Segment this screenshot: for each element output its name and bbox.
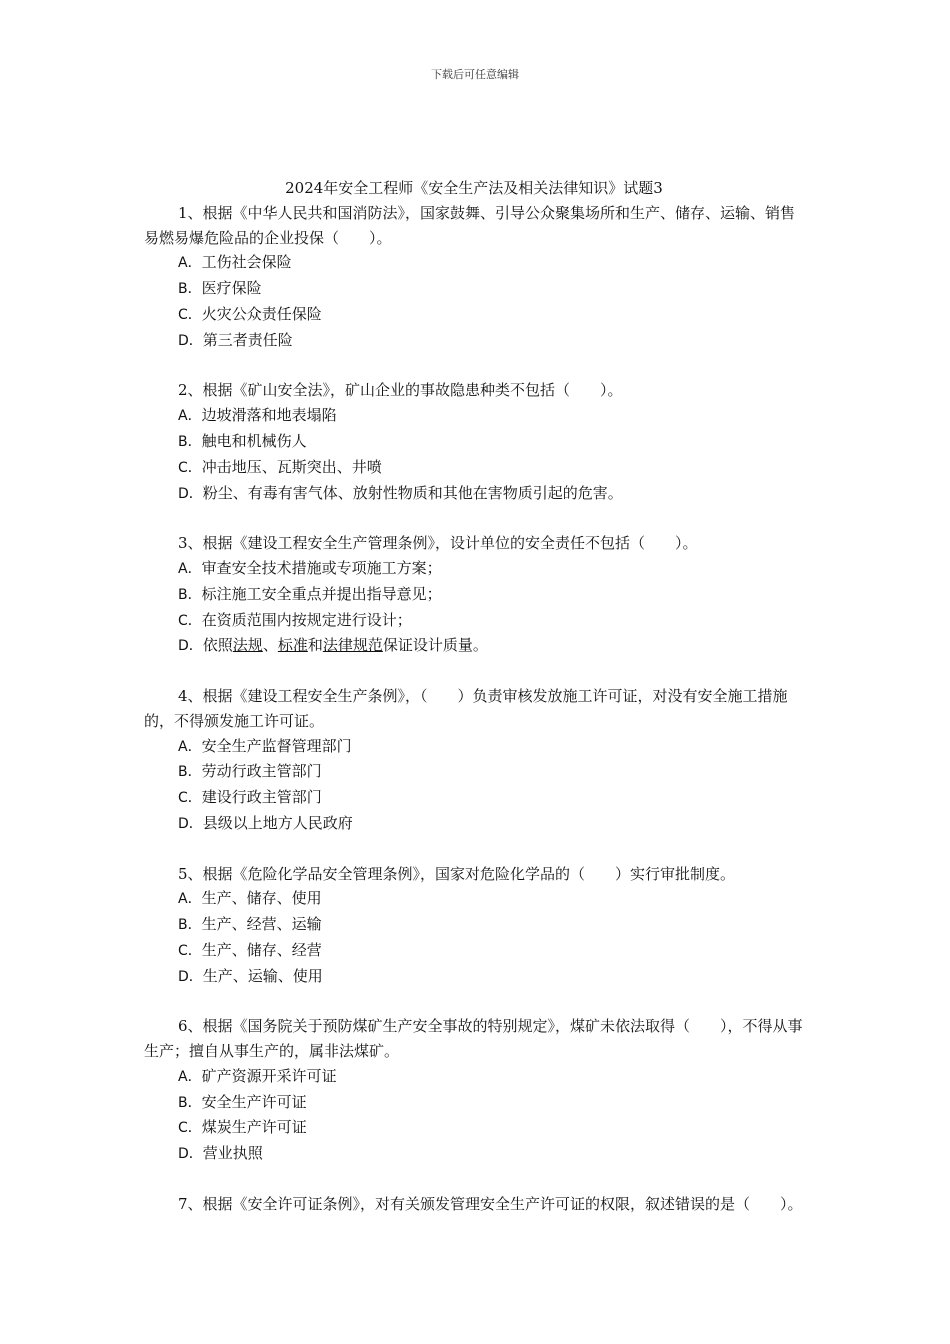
- option-d: [144, 1141, 804, 1167]
- option-text: 营业执照: [202, 1144, 263, 1163]
- option-a: [144, 403, 804, 429]
- option-letter: A．: [178, 408, 202, 425]
- option-text: 生产、运输、使用: [202, 966, 323, 985]
- option-b: [144, 276, 804, 302]
- question-text: 1、根据《中华人民共和国消防法》，国家鼓舞、引导公众聚集场所和生产、储存、运输、销售易燃易爆危险品的企业投保（ ）。: [144, 203, 796, 247]
- option-letter: D．: [178, 815, 203, 832]
- question-2: [144, 378, 804, 506]
- option-text: 煤炭生产许可证: [201, 1118, 307, 1137]
- option-text-part: 依照: [202, 636, 233, 655]
- option-b: [144, 1090, 804, 1116]
- option-letter: C．: [178, 1120, 202, 1137]
- option-c: [144, 455, 804, 481]
- option-text: 审查安全技术措施或专项施工方案；: [201, 558, 442, 577]
- option-d: [144, 481, 804, 507]
- document-title: 2024年安全工程师《安全生产法及相关法律知识》试题3: [285, 179, 663, 197]
- option-text: 火灾公众责任保险: [201, 304, 322, 323]
- option-text: 工伤社会保险: [201, 253, 292, 272]
- option-a: [144, 886, 804, 912]
- option-text: 在资质范围内按规定进行设计；: [201, 610, 412, 629]
- option-text: 边坡滑落和地表塌陷: [201, 406, 337, 425]
- question-6: [144, 1014, 804, 1167]
- question-text: 4、根据《建设工程安全生产条例》，（ ）负责审核发放施工许可证，对没有安全施工措施的，不得颁发施工许可证。: [144, 686, 788, 730]
- option-letter: C．: [178, 790, 202, 807]
- page-header: 下载后可任意编辑: [431, 68, 519, 81]
- option-letter: B．: [178, 764, 202, 781]
- option-text: 生产、经营、运输: [201, 915, 322, 934]
- option-b: [144, 429, 804, 455]
- option-c: [144, 302, 804, 328]
- option-text: 触电和机械伤人: [201, 431, 307, 450]
- option-letter: D．: [178, 485, 203, 502]
- option-d: [144, 328, 804, 354]
- option-letter: D．: [178, 1146, 203, 1163]
- option-letter: C．: [178, 306, 202, 323]
- option-letter: A．: [178, 891, 202, 908]
- option-text: 冲击地压、瓦斯突出、井喷: [201, 457, 382, 476]
- option-a: [144, 1064, 804, 1090]
- option-c: [144, 938, 804, 964]
- option-d: [144, 633, 804, 659]
- question-7: [144, 1192, 804, 1217]
- option-text: 县级以上地方人民政府: [202, 813, 353, 832]
- option-letter: A．: [178, 255, 202, 272]
- option-letter: B．: [178, 586, 202, 603]
- option-text-part: 法规: [232, 636, 263, 655]
- option-text-part: 标准: [277, 636, 308, 655]
- option-d: [144, 811, 804, 837]
- option-text: 安全生产许可证: [201, 1092, 307, 1111]
- question-text: 3、根据《建设工程安全生产管理条例》，设计单位的安全责任不包括（ ）。: [178, 534, 698, 553]
- option-text: 建设行政主管部门: [201, 788, 322, 807]
- option-a: [144, 250, 804, 276]
- option-text-part: 、: [262, 636, 278, 655]
- question-text: 2、根据《矿山安全法》，矿山企业的事故隐患种类不包括（ ）。: [178, 381, 623, 400]
- option-d: [144, 964, 804, 990]
- option-letter: A．: [178, 560, 202, 577]
- question-list: [144, 201, 804, 1217]
- option-text: 粉尘、有毒有害气体、放射性物质和其他在害物质引起的危害。: [202, 483, 623, 502]
- option-text: 安全生产监督管理部门: [201, 736, 352, 755]
- option-text-part: 和: [307, 636, 323, 655]
- option-text: 标注施工安全重点并提出指导意见；: [201, 584, 442, 603]
- question-1: [144, 201, 804, 354]
- option-letter: C．: [178, 612, 202, 629]
- option-c: [144, 608, 804, 634]
- option-text-part: 法律规范: [322, 636, 383, 655]
- option-letter: D．: [178, 332, 203, 349]
- option-b: [144, 759, 804, 785]
- option-letter: B．: [178, 433, 202, 450]
- option-letter: C．: [178, 459, 202, 476]
- document-body: [144, 176, 804, 1241]
- option-text: 第三者责任险: [202, 330, 293, 349]
- option-letter: A．: [178, 1068, 202, 1085]
- question-text: 5、根据《危险化学品安全管理条例》，国家对危险化学品的（ ）实行审批制度。: [178, 864, 736, 883]
- option-text: 矿产资源开采许可证: [201, 1066, 337, 1085]
- option-text: 生产、储存、使用: [201, 889, 322, 908]
- option-c: [144, 785, 804, 811]
- option-a: [144, 734, 804, 760]
- question-text: 6、根据《国务院关于预防煤矿生产安全事故的特别规定》，煤矿未依法取得（ ），不得从事生产；擅自从事生产的，属非法煤矿。: [144, 1017, 803, 1061]
- option-letter: B．: [178, 917, 202, 934]
- option-letter: D．: [178, 968, 203, 985]
- option-letter: A．: [178, 738, 202, 755]
- question-3: [144, 531, 804, 659]
- option-b: [144, 582, 804, 608]
- option-letter: B．: [178, 1094, 202, 1111]
- question-5: [144, 862, 804, 990]
- option-text: 劳动行政主管部门: [201, 762, 322, 781]
- option-text: 生产、储存、经营: [201, 940, 322, 959]
- option-a: [144, 556, 804, 582]
- question-4: [144, 684, 804, 837]
- option-letter: B．: [178, 281, 202, 298]
- option-text: 医疗保险: [201, 279, 262, 298]
- option-c: [144, 1115, 804, 1141]
- question-text: 7、根据《安全许可证条例》，对有关颁发管理安全生产许可证的权限，叙述错误的是（ ）。: [178, 1194, 803, 1213]
- option-b: [144, 912, 804, 938]
- option-text-part: 保证设计质量。: [382, 636, 488, 655]
- option-letter: C．: [178, 942, 202, 959]
- option-letter: D．: [178, 638, 203, 655]
